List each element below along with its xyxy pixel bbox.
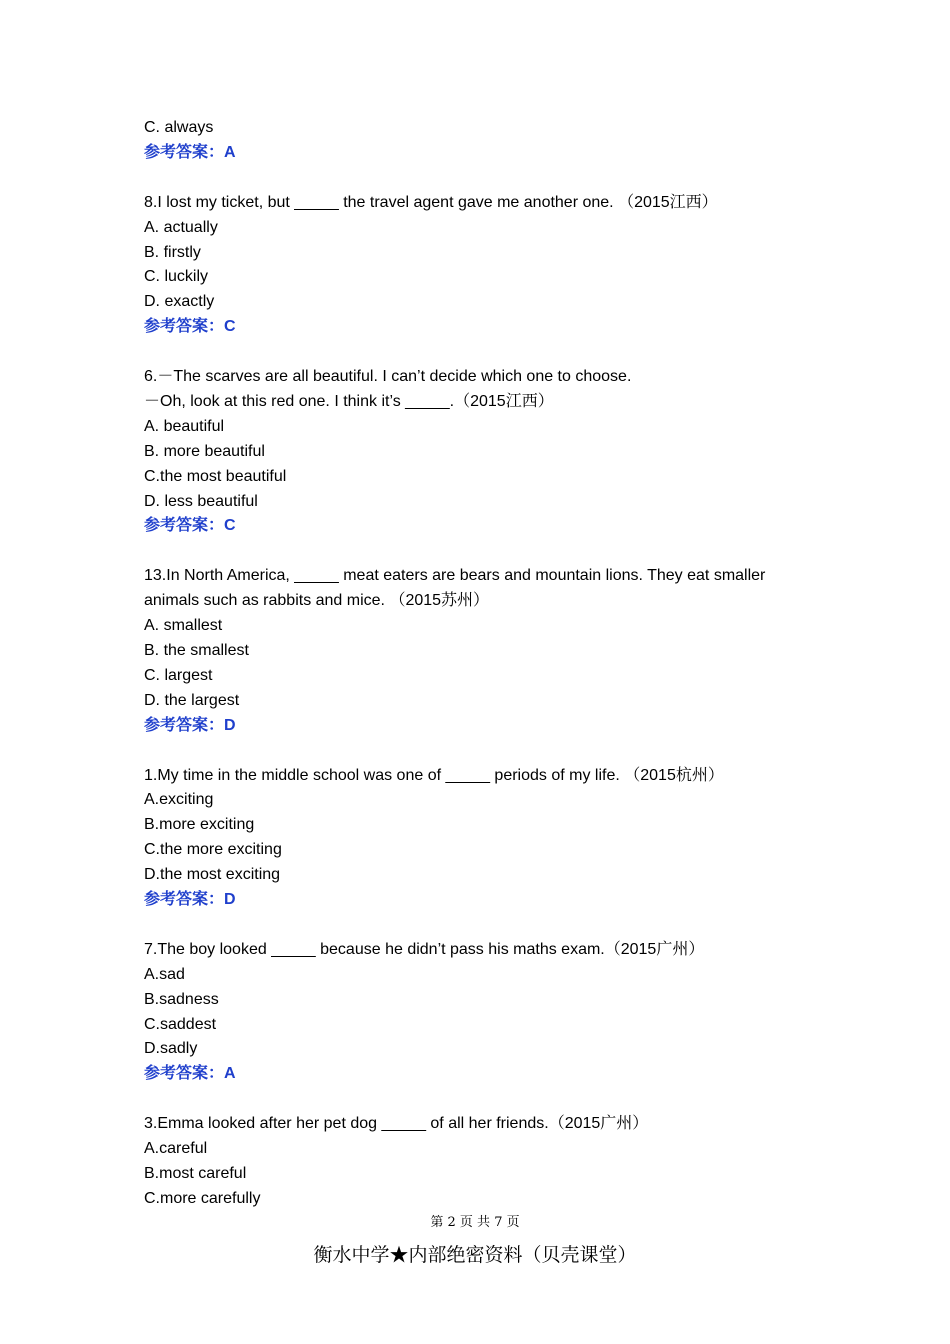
option-line: C. luckily <box>144 268 209 286</box>
question-block <box>144 764 824 913</box>
question-text: 3.Emma looked after her pet dog _____ of all her friends.（2015广州） <box>144 1115 649 1133</box>
option-line: C.the more exciting <box>144 841 282 859</box>
option-line: B. the smallest <box>144 641 249 659</box>
option-line: C.saddest <box>144 1015 217 1033</box>
reference-answer: 参考答案：A <box>144 1065 236 1083</box>
option-line: B.sadness <box>144 990 219 1008</box>
reference-answer: 参考答案：A <box>144 143 236 161</box>
reference-answer: 参考答案：D <box>144 891 236 909</box>
option-line: A. beautiful <box>144 417 225 435</box>
question-text: 8.I lost my ticket, but _____ the travel agent gave me another one. （2015江西） <box>144 193 718 211</box>
block-gap <box>144 539 824 564</box>
option-line: C.more carefully <box>144 1189 261 1207</box>
option-line: D. less beautiful <box>144 492 258 510</box>
option-line: B.more exciting <box>144 816 255 834</box>
option-line: A.exciting <box>144 791 214 809</box>
option-line: B. more beautiful <box>144 442 265 460</box>
option-line: －Oh, look at this red one. I think it’s _____.（2015江西） <box>144 392 554 410</box>
option-line: A. actually <box>144 218 218 236</box>
question-block <box>144 1112 824 1212</box>
reference-answer: 参考答案：C <box>144 318 236 336</box>
option-line: C.the most beautiful <box>144 467 287 485</box>
option-line: A.careful <box>144 1140 208 1158</box>
page-number: 第 2 页 共 7 页 <box>430 1215 520 1230</box>
option-line: B. firstly <box>144 243 201 261</box>
question-block <box>144 191 824 340</box>
footer-title: 衡水中学★内部绝密资料（贝壳课堂） <box>313 1244 637 1266</box>
option-line: C. always <box>144 119 214 136</box>
question-text: 13.In North America, _____ meat eaters are bears and mountain lions. They eat smaller animals such as rabbits and mice. （2015苏州） <box>144 567 770 610</box>
block-gap <box>144 1087 824 1112</box>
option-line: A.sad <box>144 965 185 983</box>
question-block <box>144 116 824 166</box>
question-block <box>144 938 824 1087</box>
question-text: 7.The boy looked _____ because he didn’t pass his maths exam.（2015广州） <box>144 940 705 958</box>
option-line: D.sadly <box>144 1040 198 1058</box>
block-gap <box>144 739 824 764</box>
question-text: 1.My time in the middle school was one of _____ periods of my life. （2015杭州） <box>144 766 724 784</box>
block-gap <box>144 340 824 365</box>
option-line: A. smallest <box>144 617 223 635</box>
question-text: 6.－The scarves are all beautiful. I can’t decide which one to choose. <box>144 368 632 386</box>
question-block <box>144 365 824 539</box>
option-line: B.most careful <box>144 1164 247 1182</box>
option-line: D.the most exciting <box>144 866 281 884</box>
block-gap <box>144 913 824 938</box>
block-gap <box>144 166 824 191</box>
option-line: D. exactly <box>144 293 215 311</box>
document-content <box>144 116 824 1212</box>
option-line: C. largest <box>144 666 213 684</box>
reference-answer: 参考答案：C <box>144 517 236 535</box>
reference-answer: 参考答案：D <box>144 716 236 734</box>
question-block <box>144 564 824 738</box>
option-line: D. the largest <box>144 691 240 709</box>
